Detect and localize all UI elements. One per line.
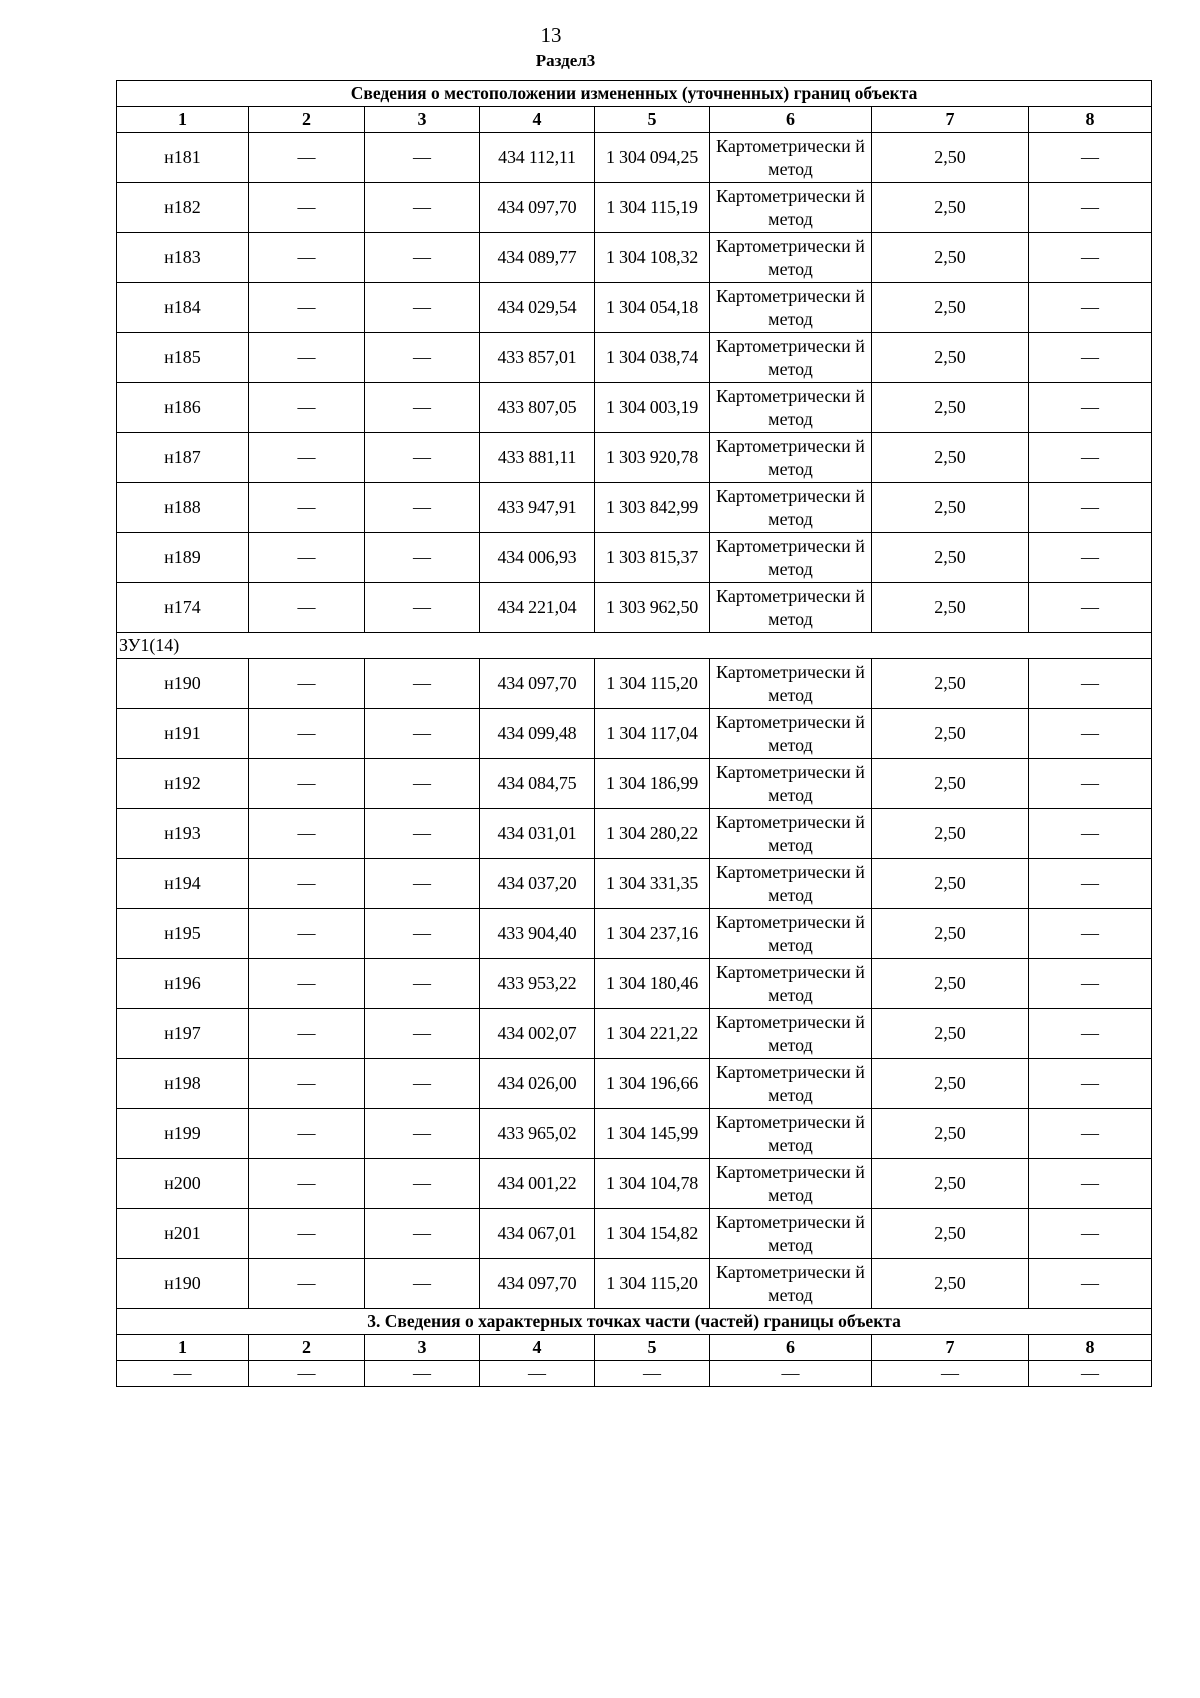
point-id-cell: н193 (117, 809, 249, 859)
col3-cell: — (365, 433, 480, 483)
page-number: 13 (540, 23, 562, 47)
col3-cell: — (365, 909, 480, 959)
column-header-2: 2 (249, 107, 365, 133)
col2-cell: — (249, 859, 365, 909)
col8-cell: — (1029, 583, 1152, 633)
accuracy-cell: 2,50 (872, 283, 1029, 333)
col3-cell: — (365, 283, 480, 333)
col2-cell: — (249, 433, 365, 483)
accuracy-cell: 2,50 (872, 809, 1029, 859)
point-id-cell: н191 (117, 709, 249, 759)
col3-cell: — (365, 859, 480, 909)
y-coordinate-cell: 1 304 104,78 (595, 1159, 710, 1209)
col3-cell: — (365, 709, 480, 759)
col8-cell: — (1029, 1059, 1152, 1109)
accuracy-cell: 2,50 (872, 333, 1029, 383)
col3-cell: — (365, 333, 480, 383)
y-coordinate-cell: 1 304 115,20 (595, 1259, 710, 1309)
point-id-cell: н190 (117, 659, 249, 709)
method-cell: Картометрически й метод (710, 483, 872, 533)
table-row (117, 1259, 1152, 1309)
table-row (117, 709, 1152, 759)
point-id-cell: н197 (117, 1009, 249, 1059)
table-row (117, 859, 1152, 909)
x-coordinate-cell: 433 881,11 (480, 433, 595, 483)
col8-cell: — (1029, 959, 1152, 1009)
point-id-cell: н200 (117, 1159, 249, 1209)
x-coordinate-cell: 433 965,02 (480, 1109, 595, 1159)
accuracy-cell: 2,50 (872, 433, 1029, 483)
col3-cell: — (365, 183, 480, 233)
point-id-cell: н198 (117, 1059, 249, 1109)
col2-cell: — (249, 183, 365, 233)
col2-cell: — (249, 1159, 365, 1209)
accuracy-cell: 2,50 (872, 383, 1029, 433)
column-header-row (117, 107, 1152, 133)
accuracy-cell: 2,50 (872, 1009, 1029, 1059)
col8-cell: — (1029, 859, 1152, 909)
column-header-7: 7 (872, 107, 1029, 133)
col2-cell: — (249, 483, 365, 533)
col8-cell: — (1029, 283, 1152, 333)
y-coordinate-cell: 1 304 196,66 (595, 1059, 710, 1109)
col8-cell: — (1029, 1009, 1152, 1059)
col8-cell: — (1029, 183, 1152, 233)
table-row (117, 333, 1152, 383)
col2-cell: — (249, 809, 365, 859)
table-title-row (117, 81, 1152, 107)
method-cell: Картометрически й метод (710, 1259, 872, 1309)
x-coordinate-cell: 433 947,91 (480, 483, 595, 533)
col3-cell: — (365, 759, 480, 809)
y-coordinate-cell: 1 304 186,99 (595, 759, 710, 809)
x-coordinate-cell: 433 807,05 (480, 383, 595, 433)
method-cell: Картометрически й метод (710, 283, 872, 333)
col8-cell: — (1029, 1209, 1152, 1259)
col8-cell: — (1029, 1259, 1152, 1309)
accuracy-cell: 2,50 (872, 533, 1029, 583)
point-id-cell: н190 (117, 1259, 249, 1309)
section3-cell: — (365, 1361, 480, 1387)
x-coordinate-cell: 434 026,00 (480, 1059, 595, 1109)
accuracy-cell: 2,50 (872, 183, 1029, 233)
section3-header-row (117, 1335, 1152, 1361)
y-coordinate-cell: 1 304 221,22 (595, 1009, 710, 1059)
point-id-cell: н188 (117, 483, 249, 533)
method-cell: Картометрически й метод (710, 1159, 872, 1209)
col2-cell: — (249, 1059, 365, 1109)
col8-cell: — (1029, 1109, 1152, 1159)
col2-cell: — (249, 333, 365, 383)
method-cell: Картометрически й метод (710, 183, 872, 233)
method-cell: Картометрически й метод (710, 383, 872, 433)
col8-cell: — (1029, 333, 1152, 383)
col2-cell: — (249, 233, 365, 283)
point-id-cell: н201 (117, 1209, 249, 1259)
section3-cell: — (872, 1361, 1029, 1387)
section3-cell: — (117, 1361, 249, 1387)
col8-cell: — (1029, 709, 1152, 759)
col8-cell: — (1029, 483, 1152, 533)
col3-cell: — (365, 483, 480, 533)
col8-cell: — (1029, 133, 1152, 183)
col3-cell: — (365, 1159, 480, 1209)
col3-cell: — (365, 233, 480, 283)
table-row (117, 1209, 1152, 1259)
col8-cell: — (1029, 1159, 1152, 1209)
table-row (117, 1109, 1152, 1159)
point-id-cell: н174 (117, 583, 249, 633)
column-header-3: 3 (365, 107, 480, 133)
table-row (117, 1159, 1152, 1209)
col8-cell: — (1029, 533, 1152, 583)
x-coordinate-cell: 433 904,40 (480, 909, 595, 959)
accuracy-cell: 2,50 (872, 1059, 1029, 1109)
x-coordinate-cell: 433 857,01 (480, 333, 595, 383)
col2-cell: — (249, 583, 365, 633)
col3-cell: — (365, 1009, 480, 1059)
table-row (117, 1059, 1152, 1109)
table-row (117, 483, 1152, 533)
col2-cell: — (249, 759, 365, 809)
method-cell: Картометрически й метод (710, 959, 872, 1009)
y-coordinate-cell: 1 304 145,99 (595, 1109, 710, 1159)
col2-cell: — (249, 283, 365, 333)
column-header-4: 4 (480, 1335, 595, 1361)
section3-title: 3. Сведения о характерных точках части (частей) границы объекта (117, 1309, 1152, 1335)
x-coordinate-cell: 434 097,70 (480, 659, 595, 709)
col3-cell: — (365, 1259, 480, 1309)
x-coordinate-cell: 434 112,11 (480, 133, 595, 183)
method-cell: Картометрически й метод (710, 709, 872, 759)
col3-cell: — (365, 383, 480, 433)
col8-cell: — (1029, 659, 1152, 709)
column-header-7: 7 (872, 1335, 1029, 1361)
point-id-cell: н195 (117, 909, 249, 959)
col3-cell: — (365, 1109, 480, 1159)
y-coordinate-cell: 1 304 280,22 (595, 809, 710, 859)
section3-cell: — (595, 1361, 710, 1387)
col8-cell: — (1029, 233, 1152, 283)
accuracy-cell: 2,50 (872, 709, 1029, 759)
x-coordinate-cell: 434 099,48 (480, 709, 595, 759)
y-coordinate-cell: 1 304 117,04 (595, 709, 710, 759)
col3-cell: — (365, 533, 480, 583)
x-coordinate-cell: 434 031,01 (480, 809, 595, 859)
boundary-table (116, 80, 1152, 1387)
col3-cell: — (365, 1059, 480, 1109)
point-id-cell: н182 (117, 183, 249, 233)
column-header-1: 1 (117, 1335, 249, 1361)
col3-cell: — (365, 659, 480, 709)
point-id-cell: н189 (117, 533, 249, 583)
point-id-cell: н185 (117, 333, 249, 383)
accuracy-cell: 2,50 (872, 1159, 1029, 1209)
col2-cell: — (249, 1009, 365, 1059)
col3-cell: — (365, 133, 480, 183)
x-coordinate-cell: 433 953,22 (480, 959, 595, 1009)
col8-cell: — (1029, 759, 1152, 809)
accuracy-cell: 2,50 (872, 1109, 1029, 1159)
col2-cell: — (249, 659, 365, 709)
column-header-1: 1 (117, 107, 249, 133)
column-header-2: 2 (249, 1335, 365, 1361)
y-coordinate-cell: 1 304 331,35 (595, 859, 710, 909)
accuracy-cell: 2,50 (872, 1259, 1029, 1309)
table-row (117, 583, 1152, 633)
y-coordinate-cell: 1 304 180,46 (595, 959, 710, 1009)
col3-cell: — (365, 583, 480, 633)
section3-cell: — (249, 1361, 365, 1387)
table-row (117, 659, 1152, 709)
column-header-4: 4 (480, 107, 595, 133)
col8-cell: — (1029, 909, 1152, 959)
column-header-5: 5 (595, 1335, 710, 1361)
section-title: Раздел3 (535, 51, 596, 70)
col2-cell: — (249, 959, 365, 1009)
method-cell: Картометрически й метод (710, 133, 872, 183)
accuracy-cell: 2,50 (872, 233, 1029, 283)
table-row (117, 183, 1152, 233)
col8-cell: — (1029, 809, 1152, 859)
column-header-6: 6 (710, 1335, 872, 1361)
y-coordinate-cell: 1 304 108,32 (595, 233, 710, 283)
col3-cell: — (365, 959, 480, 1009)
col2-cell: — (249, 909, 365, 959)
section3-title-row (117, 1309, 1152, 1335)
point-id-cell: н184 (117, 283, 249, 333)
table-row (117, 283, 1152, 333)
table-row (117, 383, 1152, 433)
method-cell: Картометрически й метод (710, 1059, 872, 1109)
boundary-table-body (117, 81, 1152, 1387)
col2-cell: — (249, 383, 365, 433)
y-coordinate-cell: 1 303 815,37 (595, 533, 710, 583)
section3-row (117, 1361, 1152, 1387)
point-id-cell: н186 (117, 383, 249, 433)
accuracy-cell: 2,50 (872, 133, 1029, 183)
accuracy-cell: 2,50 (872, 1209, 1029, 1259)
table-row (117, 959, 1152, 1009)
x-coordinate-cell: 434 006,93 (480, 533, 595, 583)
method-cell: Картометрически й метод (710, 859, 872, 909)
x-coordinate-cell: 434 097,70 (480, 183, 595, 233)
column-header-6: 6 (710, 107, 872, 133)
col2-cell: — (249, 709, 365, 759)
section3-cell: — (480, 1361, 595, 1387)
x-coordinate-cell: 434 097,70 (480, 1259, 595, 1309)
point-id-cell: н192 (117, 759, 249, 809)
col2-cell: — (249, 1209, 365, 1259)
col8-cell: — (1029, 433, 1152, 483)
x-coordinate-cell: 434 067,01 (480, 1209, 595, 1259)
column-header-5: 5 (595, 107, 710, 133)
x-coordinate-cell: 434 029,54 (480, 283, 595, 333)
table-row (117, 809, 1152, 859)
col2-cell: — (249, 1259, 365, 1309)
y-coordinate-cell: 1 304 115,20 (595, 659, 710, 709)
table-row (117, 759, 1152, 809)
point-id-cell: н187 (117, 433, 249, 483)
x-coordinate-cell: 434 084,75 (480, 759, 595, 809)
accuracy-cell: 2,50 (872, 759, 1029, 809)
accuracy-cell: 2,50 (872, 659, 1029, 709)
col2-cell: — (249, 533, 365, 583)
col3-cell: — (365, 1209, 480, 1259)
method-cell: Картометрически й метод (710, 433, 872, 483)
table-row (117, 433, 1152, 483)
boundary-table-wrapper (116, 80, 1152, 1387)
method-cell: Картометрически й метод (710, 909, 872, 959)
method-cell: Картометрически й метод (710, 659, 872, 709)
method-cell: Картометрически й метод (710, 233, 872, 283)
point-id-cell: н199 (117, 1109, 249, 1159)
method-cell: Картометрически й метод (710, 1209, 872, 1259)
column-header-8: 8 (1029, 107, 1152, 133)
y-coordinate-cell: 1 304 054,18 (595, 283, 710, 333)
accuracy-cell: 2,50 (872, 959, 1029, 1009)
method-cell: Картометрически й метод (710, 533, 872, 583)
column-header-3: 3 (365, 1335, 480, 1361)
method-cell: Картометрически й метод (710, 583, 872, 633)
y-coordinate-cell: 1 304 038,74 (595, 333, 710, 383)
accuracy-cell: 2,50 (872, 483, 1029, 533)
table-row (117, 233, 1152, 283)
column-header-8: 8 (1029, 1335, 1152, 1361)
method-cell: Картометрически й метод (710, 1009, 872, 1059)
y-coordinate-cell: 1 304 115,19 (595, 183, 710, 233)
x-coordinate-cell: 434 037,20 (480, 859, 595, 909)
y-coordinate-cell: 1 304 003,19 (595, 383, 710, 433)
col2-cell: — (249, 1109, 365, 1159)
point-id-cell: н181 (117, 133, 249, 183)
x-coordinate-cell: 434 001,22 (480, 1159, 595, 1209)
group-label-row (117, 633, 1152, 659)
accuracy-cell: 2,50 (872, 909, 1029, 959)
col2-cell: — (249, 133, 365, 183)
method-cell: Картометрически й метод (710, 1109, 872, 1159)
accuracy-cell: 2,50 (872, 583, 1029, 633)
y-coordinate-cell: 1 303 842,99 (595, 483, 710, 533)
y-coordinate-cell: 1 303 962,50 (595, 583, 710, 633)
x-coordinate-cell: 434 089,77 (480, 233, 595, 283)
group-label: ЗУ1(14) (117, 633, 1152, 659)
y-coordinate-cell: 1 304 237,16 (595, 909, 710, 959)
table-title: Сведения о местоположении измененных (уточненных) границ объекта (117, 81, 1152, 107)
y-coordinate-cell: 1 304 094,25 (595, 133, 710, 183)
accuracy-cell: 2,50 (872, 859, 1029, 909)
col8-cell: — (1029, 383, 1152, 433)
point-id-cell: н194 (117, 859, 249, 909)
section3-cell: — (710, 1361, 872, 1387)
table-row (117, 1009, 1152, 1059)
section3-cell: — (1029, 1361, 1152, 1387)
y-coordinate-cell: 1 303 920,78 (595, 433, 710, 483)
y-coordinate-cell: 1 304 154,82 (595, 1209, 710, 1259)
table-row (117, 533, 1152, 583)
x-coordinate-cell: 434 002,07 (480, 1009, 595, 1059)
table-row (117, 909, 1152, 959)
method-cell: Картометрически й метод (710, 759, 872, 809)
method-cell: Картометрически й метод (710, 333, 872, 383)
method-cell: Картометрически й метод (710, 809, 872, 859)
col3-cell: — (365, 809, 480, 859)
point-id-cell: н183 (117, 233, 249, 283)
table-row (117, 133, 1152, 183)
x-coordinate-cell: 434 221,04 (480, 583, 595, 633)
point-id-cell: н196 (117, 959, 249, 1009)
